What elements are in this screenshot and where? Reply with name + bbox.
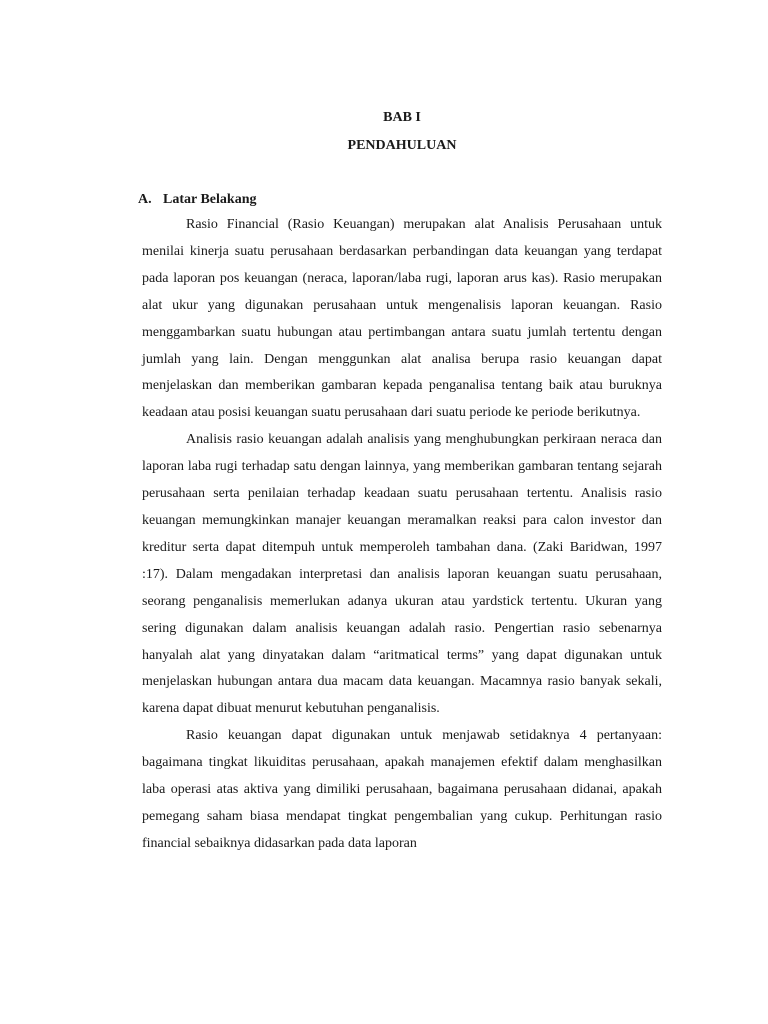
section-letter: A. (138, 192, 152, 207)
paragraph: Rasio keuangan dapat digunakan untuk menjawab setidaknya 4 pertanyaan: bagaimana tingkat likuiditas perusahaan, apakah manajemen efektif dalam menghasilkan laba operasi atas aktiva yang dimiliki perusahaan, bagaimana perusahaan didanai, apakah pemegang saham biasa mendapat tingkat pengembalian yang cukup. Perhitungan rasio financial sebaiknya didasarkan pada data laporan (142, 728, 662, 851)
chapter-title: PENDAHULUAN (347, 138, 457, 153)
section-heading (138, 192, 256, 208)
chapter-number: BAB I (383, 110, 421, 125)
paragraph: Analisis rasio keuangan adalah analisis yang menghubungkan perkiraan neraca dan laporan laba rugi terhadap satu dengan lainnya, yang memberikan gambaran tentang sejarah perusahaan serta penilaian terhadap keadaan suatu perusahaan tertentu. Analisis rasio keuangan memungkinkan manajer keuangan meramalkan reaksi para calon investor dan kreditur serta dapat ditempuh untuk memperoleh tambahan dana. (Zaki Baridwan, 1997 :17). Dalam mengadakan interpretasi dan analisis laporan keuangan suatu perusahaan, seorang penganalisis memerlukan adanya ukuran atau yardstick tertentu. Ukuran yang sering digunakan dalam analisis keuangan adalah rasio. Pengertian rasio sebenarnya hanyalah alat yang dinyatakan dalam “aritmatical terms” yang dapat digunakan untuk menjelaskan hubungan antara dua macam data keuangan. Macamnya rasio banyak sekali, karena dapat dibuat menurut kebutuhan penganalisis. (142, 432, 662, 717)
body-text (142, 212, 662, 858)
section-title: Latar Belakang (163, 192, 257, 207)
paragraph: Rasio Financial (Rasio Keuangan) merupakan alat Analisis Perusahaan untuk menilai kinerja suatu perusahaan berdasarkan perbandingan data keuangan yang terdapat pada laporan pos keuangan (neraca, laporan/laba rugi, laporan arus kas). Rasio merupakan alat ukur yang digunakan perusahaan untuk mengenalisis laporan keuangan. Rasio menggambarkan suatu hubungan atau pertimbangan antara suatu jumlah tertentu dengan jumlah yang lain. Dengan menggunkan alat analisa berupa rasio keuangan dapat menjelaskan dan memberikan gambaran kepada penganalisa tentang baik atau buruknya keadaan atau posisi keuangan suatu perusahaan dari suatu periode ke periode berikutnya. (142, 217, 662, 421)
